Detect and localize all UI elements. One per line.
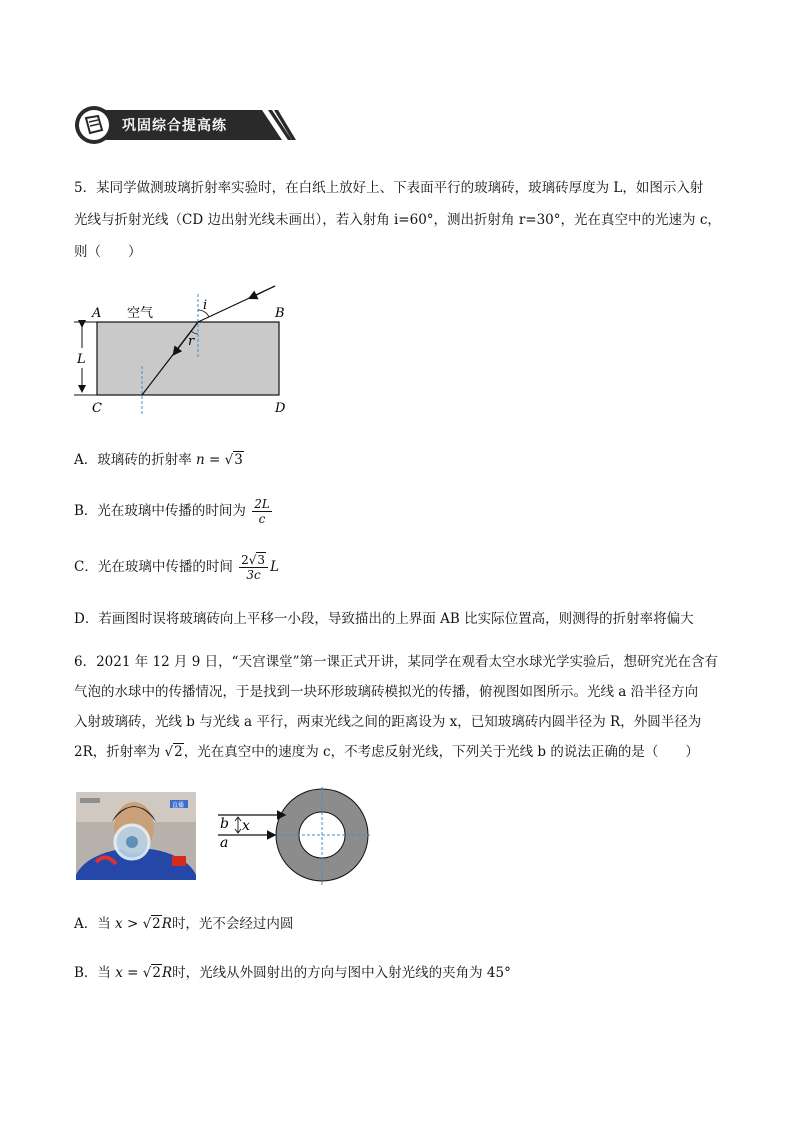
- q5-option-b-fraction: $\frac{2L}{c}$: [254, 497, 270, 526]
- q5-option-c-text: C．光在玻璃中传播的时间: [74, 559, 238, 575]
- q6-line2: 气泡的水球中的传播情况，于是找到一块环形玻璃砖模拟光的传播，俯视图如图所示。光线 a 沿半径方向: [74, 684, 699, 700]
- q5-option-d-text: D．若画图时误将玻璃砖向上平移一小段，导致描出的上界面 AB 比实际位置高，则测得的折射率将偏大: [74, 611, 694, 627]
- q6-option-b[interactable]: B．当 x = √2R时，光线从外圆射出的方向与图中入射光线的夹角为 45°: [74, 965, 511, 981]
- glass-brick-figure: [70, 282, 310, 422]
- q6-option-a-text: A．当: [74, 916, 116, 932]
- q5-option-c-fraction: $\frac{2√3}{3c}$: [239, 553, 268, 582]
- q5-option-c[interactable]: [74, 553, 734, 582]
- section-banner: [74, 104, 296, 146]
- q5-line3: 则（ ）: [74, 244, 142, 260]
- photo-tag: 直播: [172, 802, 185, 809]
- q5-option-b[interactable]: [74, 497, 734, 526]
- q5-option-a[interactable]: [74, 449, 734, 471]
- label-L: L: [77, 352, 86, 367]
- q5-option-a-text: A．玻璃砖的折射率: [74, 452, 197, 468]
- label-a: a: [220, 835, 229, 851]
- question-5: [74, 172, 724, 268]
- q5-option-c-suffix: L: [270, 559, 280, 575]
- q6-option-a[interactable]: A．当 x > √2R时，光不会经过内圆: [74, 916, 294, 932]
- ring-glass-figure: [212, 787, 372, 887]
- q6-line3: 入射玻璃砖，光线 b 与光线 a 平行，两束光线之间的距离设为 x，已知玻璃砖内圆半径为 R，外圆半径为: [74, 714, 702, 730]
- q5-line2: 光线与折射光线（CD 边出射光线未画出），若入射角 i=60°，测出折射角 r=30°，光在真空中的光速为 c，: [74, 212, 721, 228]
- q5-option-a-sqrt: √3: [224, 452, 243, 468]
- label-r: r: [188, 334, 195, 349]
- q5-line1: 5．某同学做测玻璃折射率实验时，在白纸上放好上、下表面平行的玻璃砖，玻璃砖厚度为 L，如图示入射: [74, 180, 704, 196]
- astronaut-photo: [76, 792, 196, 880]
- question-6: [74, 647, 724, 767]
- corner-C: C: [92, 401, 102, 416]
- corner-D: D: [275, 401, 286, 416]
- q6-line1: 6．2021 年 12 月 9 日，“天宫课堂”第一课正式开讲，某同学在观看太空水球光学实验后，想研究光在含有: [74, 654, 718, 670]
- q6-option-b-text: B．当: [74, 965, 116, 981]
- corner-B: B: [275, 306, 285, 321]
- q5-option-d[interactable]: [74, 608, 734, 630]
- q5-option-b-text: B．光在玻璃中传播的时间为: [74, 503, 251, 519]
- label-b: b: [220, 816, 229, 832]
- glass-brick: [97, 322, 279, 395]
- corner-A: A: [92, 306, 102, 321]
- q6-line4: 2R，折射率为 √2，光在真空中的速度为 c，不考虑反射光线，下列关于光线 b 的说法正确的是（ ）: [74, 744, 699, 760]
- label-i: i: [203, 298, 208, 313]
- q5-option-a-math: n =: [196, 452, 225, 468]
- section-title: 巩固综合提高练: [122, 118, 227, 134]
- label-x: x: [242, 818, 250, 834]
- label-air: 空气: [127, 306, 154, 321]
